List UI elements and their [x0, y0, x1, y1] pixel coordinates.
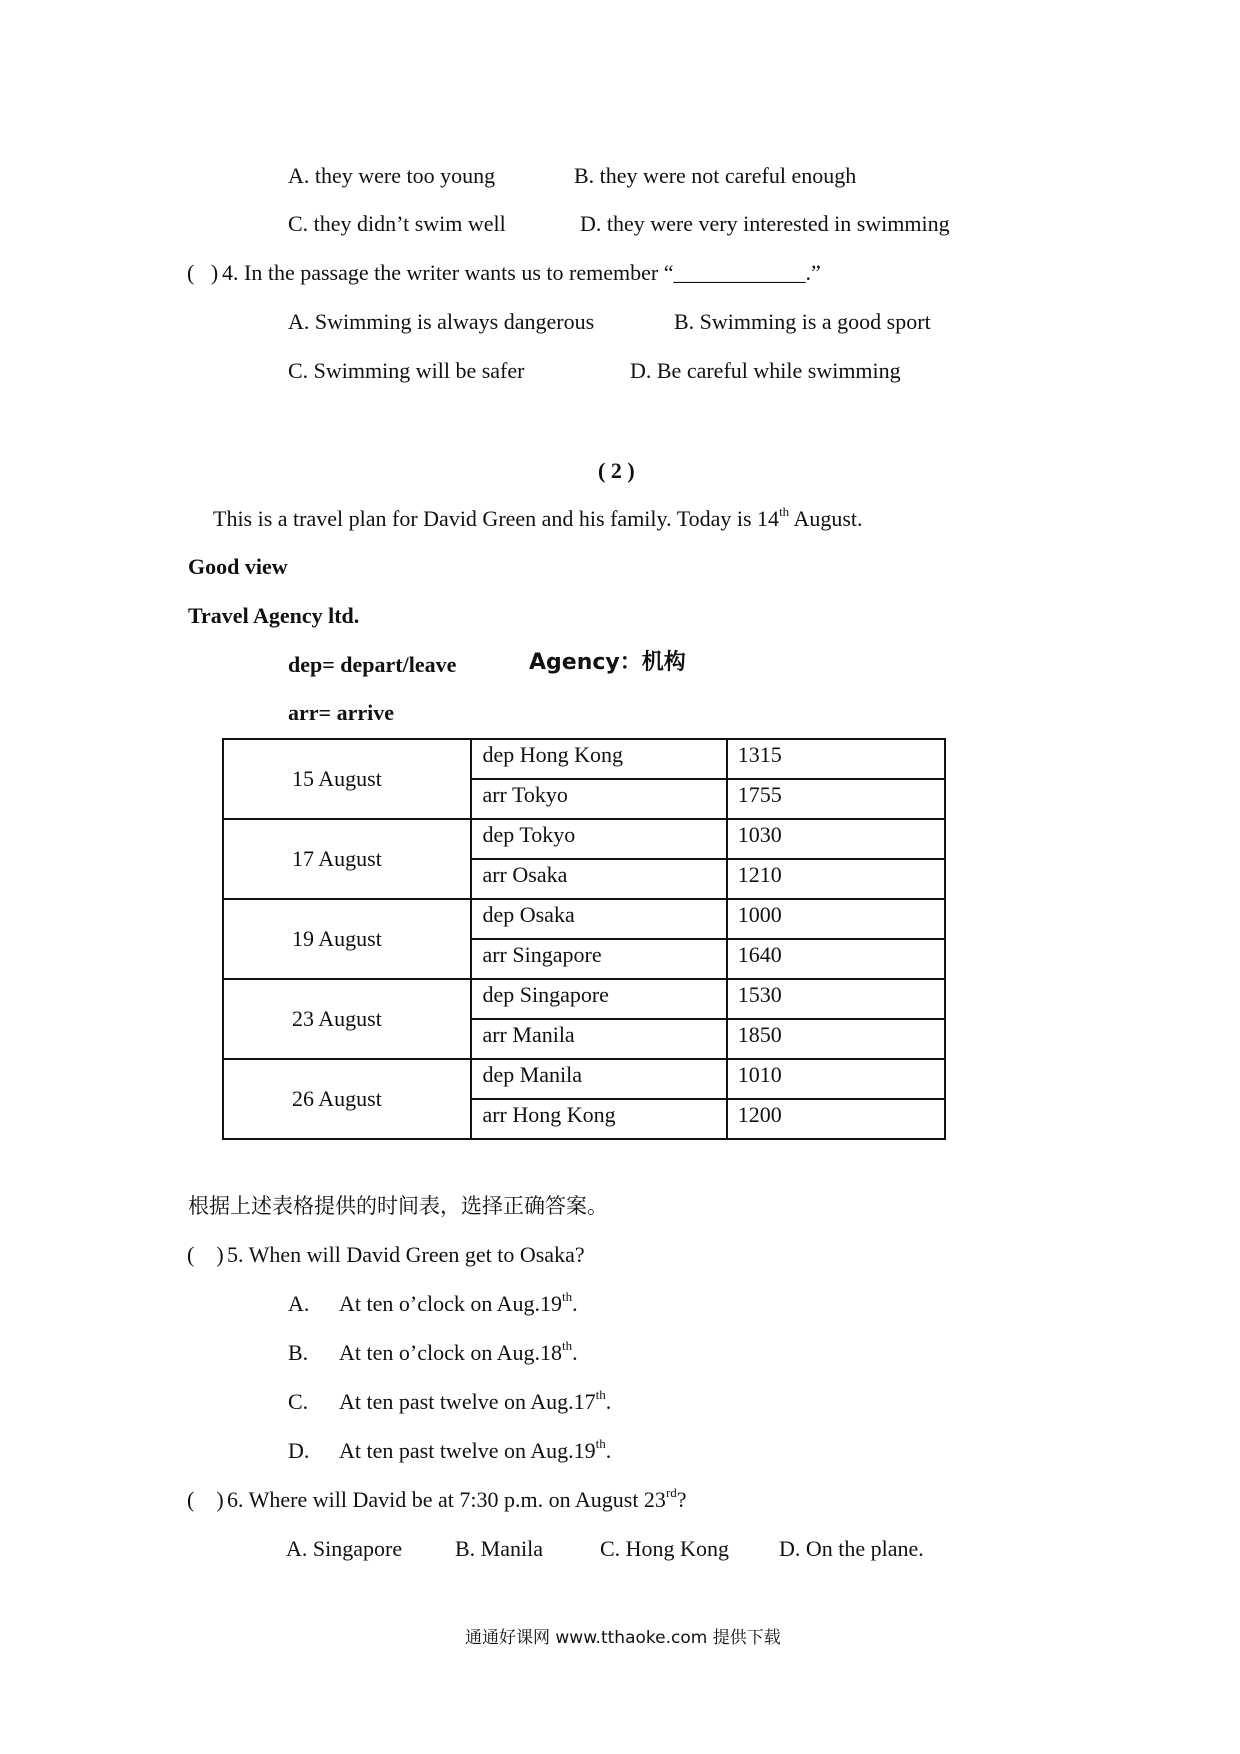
time-cell: 1315: [727, 739, 945, 779]
legend-dep: dep= depart/leave: [288, 652, 457, 677]
table-row: [223, 1059, 945, 1099]
q4-option-b: B. Swimming is a good sport: [674, 309, 931, 334]
option-period: .: [605, 1438, 612, 1463]
place-cell: arr Hong Kong: [471, 1099, 726, 1139]
q4-answer-blank[interactable]: ( ): [187, 260, 219, 285]
date-cell: 26 August: [223, 1059, 471, 1139]
table-row: [223, 739, 945, 779]
q4-option-c: C. Swimming will be safer: [288, 358, 525, 383]
option-period: .: [572, 1340, 578, 1365]
date-cell: 15 August: [223, 739, 471, 819]
q3-option-d: D. they were very interested in swimming: [580, 211, 950, 236]
date-cell: 23 August: [223, 979, 471, 1059]
date-cell: 19 August: [223, 899, 471, 979]
section-intro: [213, 503, 863, 531]
instruction-text: 根据上述表格提供的时间表，选择正确答案。: [188, 1194, 608, 1218]
time-cell: 1210: [727, 859, 945, 899]
q5-option-d-letter: D.: [288, 1438, 310, 1463]
time-cell: 1030: [727, 819, 945, 859]
time-cell: 1530: [727, 979, 945, 1019]
page-footer: 通通好课网 www.tthaoke.com 提供下载: [465, 1628, 781, 1648]
option-period: .: [572, 1291, 578, 1316]
place-cell: arr Manila: [471, 1019, 726, 1059]
time-cell: 1000: [727, 899, 945, 939]
option-superscript: th: [595, 1386, 606, 1402]
time-cell: 1755: [727, 779, 945, 819]
q6-option-b: B. Manila: [455, 1536, 543, 1561]
place-cell: arr Singapore: [471, 939, 726, 979]
company-name-line2: Travel Agency ltd.: [188, 603, 360, 628]
intro-text-end: August.: [789, 506, 863, 531]
place-cell: dep Manila: [471, 1059, 726, 1099]
place-cell: dep Tokyo: [471, 819, 726, 859]
question-mark: ?: [676, 1487, 687, 1512]
q5-option-b: [339, 1337, 578, 1365]
legend-agency: Agency：机构: [529, 650, 686, 675]
q5-question: 5. When will David Green get to Osaka?: [227, 1242, 585, 1267]
q4-option-d: D. Be careful while swimming: [630, 358, 901, 383]
intro-text: This is a travel plan for David Green and his family. Today is 14: [213, 506, 780, 531]
legend-arr: arr= arrive: [288, 700, 394, 725]
option-superscript: th: [595, 1435, 606, 1451]
question-superscript: rd: [665, 1484, 677, 1500]
time-cell: 1200: [727, 1099, 945, 1139]
place-cell: arr Tokyo: [471, 779, 726, 819]
q4-question: 4. In the passage the writer wants us to remember “____________.”: [222, 260, 821, 285]
q5-answer-blank[interactable]: ( ): [187, 1242, 224, 1267]
q4-option-a: A. Swimming is always dangerous: [288, 309, 595, 334]
q6-option-d: D. On the plane.: [779, 1536, 924, 1561]
q6-option-a: A. Singapore: [286, 1536, 403, 1561]
time-cell: 1640: [727, 939, 945, 979]
place-cell: arr Osaka: [471, 859, 726, 899]
time-cell: 1010: [727, 1059, 945, 1099]
q5-option-c: [339, 1386, 612, 1414]
section-heading: ( 2 ): [598, 458, 635, 483]
q3-option-b: B. they were not careful enough: [574, 163, 857, 188]
time-cell: 1850: [727, 1019, 945, 1059]
q6-answer-blank[interactable]: ( ): [187, 1487, 224, 1512]
option-text: At ten past twelve on Aug.17: [339, 1389, 596, 1414]
q6-option-c: C. Hong Kong: [600, 1536, 729, 1561]
question-text: 6. Where will David be at 7:30 p.m. on August 23: [227, 1487, 666, 1512]
option-superscript: th: [562, 1337, 573, 1353]
q5-option-a: [339, 1288, 578, 1316]
q6-question: [227, 1484, 687, 1512]
q5-option-d: [339, 1435, 612, 1463]
place-cell: dep Singapore: [471, 979, 726, 1019]
q5-option-a-letter: A.: [288, 1291, 310, 1316]
q5-option-c-letter: C.: [288, 1389, 309, 1414]
company-name-line1: Good view: [188, 554, 288, 579]
place-cell: dep Osaka: [471, 899, 726, 939]
table-row: [223, 899, 945, 939]
option-period: .: [605, 1389, 612, 1414]
option-text: At ten o’clock on Aug.19: [339, 1291, 563, 1316]
option-text: At ten past twelve on Aug.19: [339, 1438, 596, 1463]
table-row: [223, 819, 945, 859]
q3-option-a: A. they were too young: [288, 163, 496, 188]
q3-option-c: C. they didn’t swim well: [288, 211, 506, 236]
option-superscript: th: [562, 1288, 573, 1304]
option-text: At ten o’clock on Aug.18: [339, 1340, 563, 1365]
q5-option-b-letter: B.: [288, 1340, 309, 1365]
intro-superscript: th: [779, 503, 790, 519]
travel-schedule-table: [222, 738, 946, 1140]
date-cell: 17 August: [223, 819, 471, 899]
place-cell: dep Hong Kong: [471, 739, 726, 779]
table-row: [223, 979, 945, 1019]
